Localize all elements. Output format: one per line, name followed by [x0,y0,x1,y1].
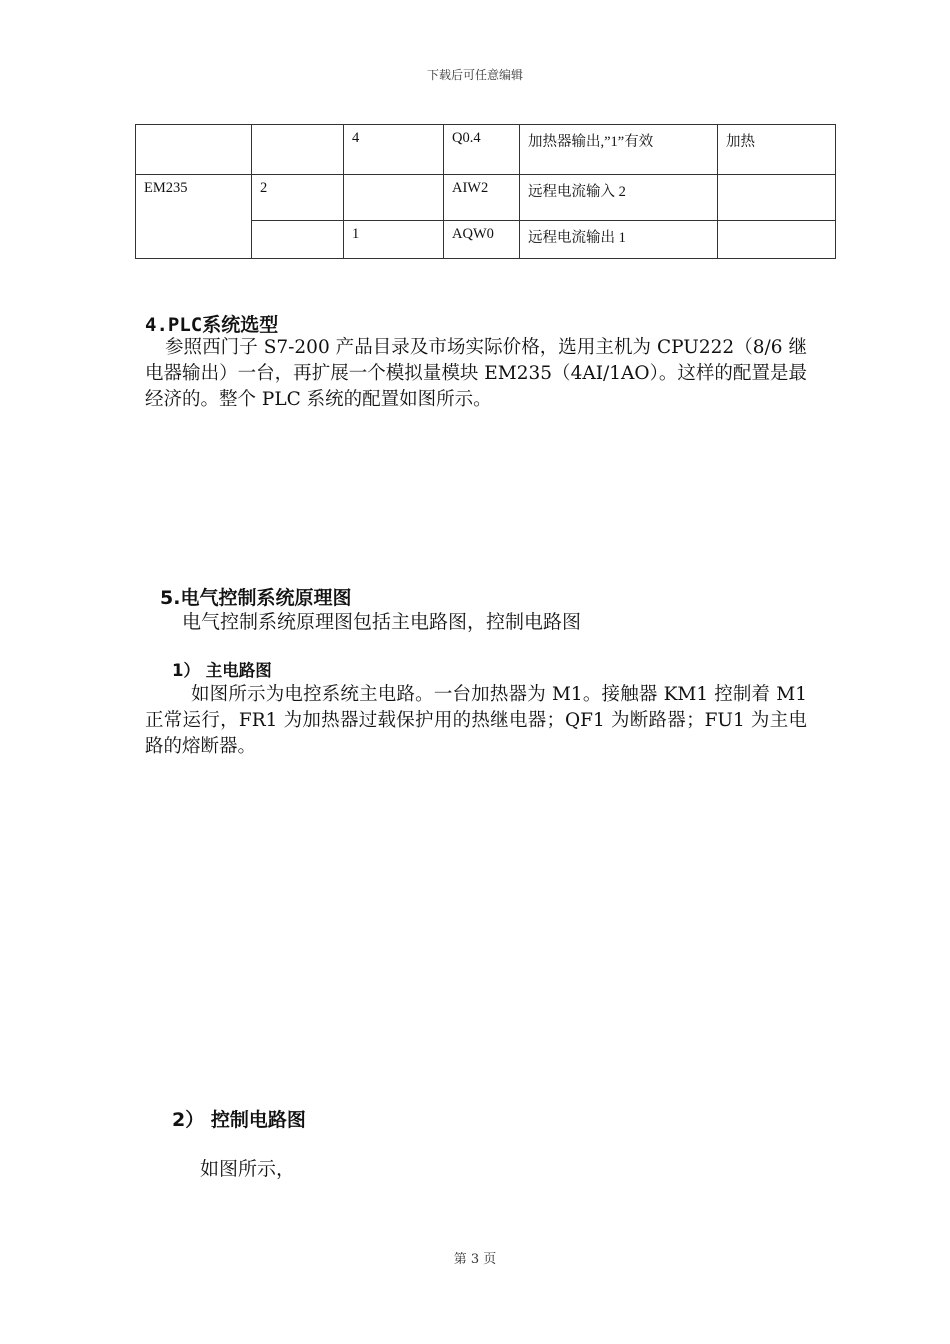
subsection-main-circuit-body: 如图所示为电控系统主电路。一台加热器为 M1。接触器 KM1 控制着 M1 正常运行，FR1 为加热器过载保护用的热继电器；QF1 为断路器；FU1 为主电路的熔断器。 [145,684,807,757]
io-allocation-table [135,124,836,259]
table-cell-module: EM235 [136,175,252,259]
section-4-body: 参照西门子 S7-200 产品目录及市场实际价格，选用主机为 CPU222（8/6 继电器输出）一台，再扩展一个模拟量模块 EM235（4AI/1AO）。这样的配置是最经济的。整个 PLC 系统的配置如图所示。 [145,337,807,410]
subsection-control-circuit-heading: 2） 控制电路图 [172,1109,306,1131]
table-cell-slot [252,125,344,175]
table-cell-channel: 1 [344,221,444,259]
table-cell-address: AQW0 [444,221,520,259]
table-cell-slot [252,221,344,259]
subsection-main-circuit-heading: 1） 主电路图 [172,661,272,680]
table-cell-module [136,125,252,175]
table-cell-description: 加热器输出,”1”有效 [520,125,718,175]
page-header: 下载后可任意编辑 [426,68,523,82]
section-5-intro: 电气控制系统原理图包括主电路图，控制电路图 [182,611,582,633]
table-cell-slot: 2 [252,175,344,221]
table-cell-channel: 4 [344,125,444,175]
table-cell-description: 远程电流输出 1 [520,221,718,259]
subsection-control-circuit-body: 如图所示， [200,1158,296,1180]
table-row [136,125,836,175]
table-cell-note: 加热 [718,125,836,175]
table-cell-description: 远程电流输入 2 [520,175,718,221]
section-4-heading-number: 4.PLC [145,314,203,336]
table-row [136,175,836,221]
table-cell-address: AIW2 [444,175,520,221]
table-cell-note [718,221,836,259]
table-cell-note [718,175,836,221]
section-4-heading [145,310,807,337]
table-cell-address: Q0.4 [444,125,520,175]
section-5-heading: 5.电气控制系统原理图 [160,587,352,609]
page-footer: 第 3 页 [453,1252,497,1267]
table-cell-channel [344,175,444,221]
section-4-heading-text: 系统选型 [202,314,279,336]
